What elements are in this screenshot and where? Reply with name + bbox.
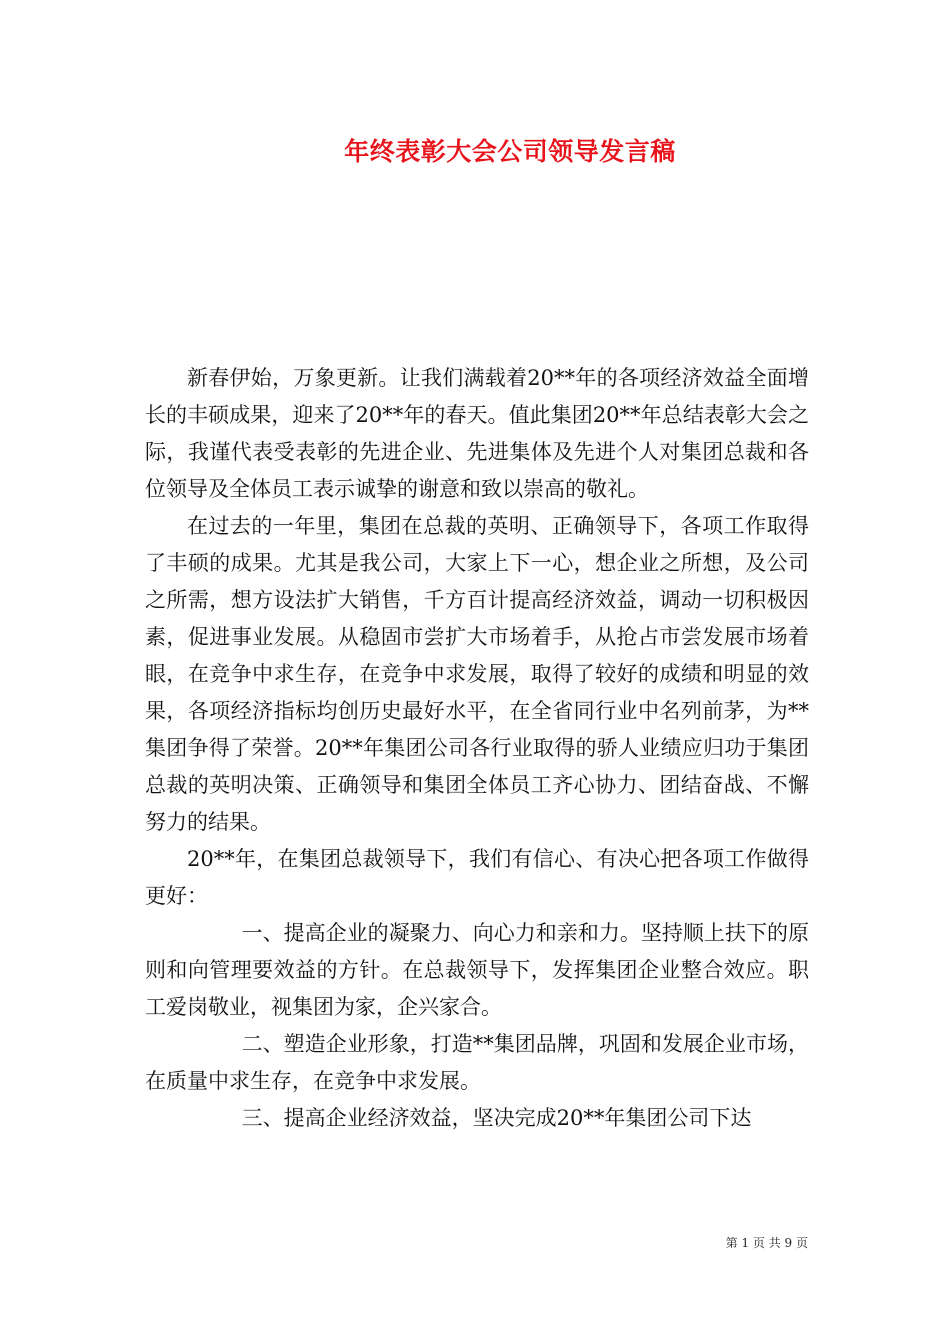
document-body	[145, 360, 809, 1137]
page-number: 第 1 页 共 9 页	[725, 1236, 808, 1250]
paragraph-intro: 新春伊始，万象更新。让我们满载着20**年的各项经济效益全面增长的丰硕成果，迎来了20**年的春天。值此集团20**年总结表彰大会之际，我谨代表受表彰的先进企业、先进集体及先进个人对集团总裁和各位领导及全体员工表示诚挚的谢意和致以崇高的敬礼。	[145, 366, 809, 501]
paragraph-point-3: 三、提高企业经济效益，坚决完成20**年集团公司下达	[241, 1106, 752, 1130]
paragraph-point-1: 一、提高企业的凝聚力、向心力和亲和力。坚持顺上扶下的原则和向管理要效益的方针。在总裁领导下，发挥集团企业整合效应。职工爱岗敬业，视集团为家，企兴家合。	[145, 921, 809, 1019]
paragraph-review: 在过去的一年里，集团在总裁的英明、正确领导下，各项工作取得了丰硕的成果。尤其是我公司，大家上下一心，想企业之所想，及公司之所需，想方设法扩大销售，千方百计提高经济效益，调动一切积极因素，促进事业发展。从稳固市尝扩大市场着手，从抢占市尝发展市场着眼，在竞争中求生存，在竞争中求发展，取得了较好的成绩和明显的效果，各项经济指标均创历史最好水平，在全省同行业中名列前茅，为**集团争得了荣誉。20**年集团公司各行业取得的骄人业绩应归功于集团总裁的英明决策、正确领导和集团全体员工齐心协力、团结奋战、不懈努力的结果。	[145, 514, 809, 834]
document-title: 年终表彰大会公司领导发言稿	[344, 137, 676, 166]
paragraph-outlook: 20**年，在集团总裁领导下，我们有信心、有决心把各项工作做得更好：	[145, 847, 809, 908]
paragraph-point-2: 二、塑造企业形象，打造**集团品牌，巩固和发展企业市场，在质量中求生存，在竞争中求发展。	[145, 1032, 809, 1093]
